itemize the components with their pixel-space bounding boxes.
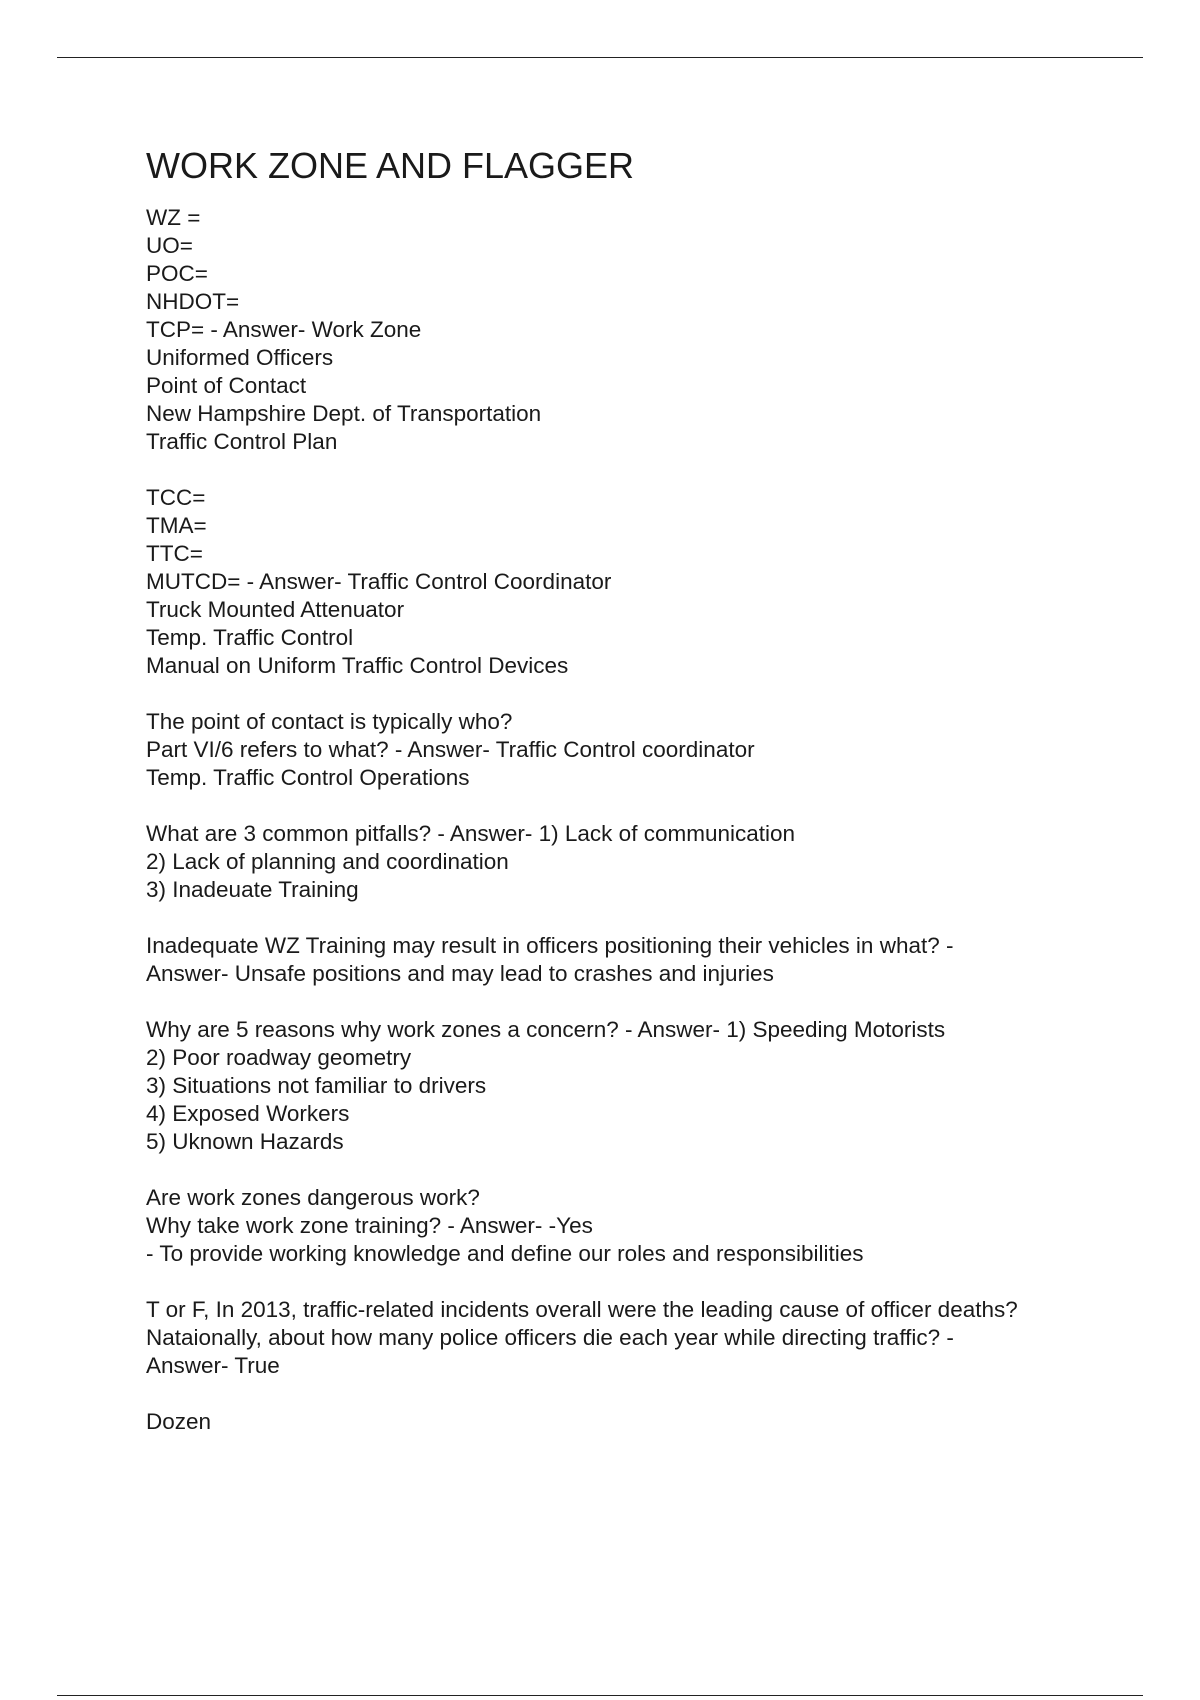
top-divider — [57, 57, 1143, 58]
qa-block-point-of-contact — [146, 708, 1106, 792]
text-line: 2) Lack of planning and coordination — [146, 849, 509, 874]
text-line: TMA= — [146, 513, 207, 538]
text-line: TTC= — [146, 541, 203, 566]
text-line: Temp. Traffic Control — [146, 625, 354, 650]
qa-block-answer-dozen — [146, 1408, 1106, 1436]
text-line: Why are 5 reasons why work zones a concern? - Answer- 1) Speeding Motorists — [146, 1017, 946, 1042]
text-line: Are work zones dangerous work? — [146, 1185, 480, 1210]
bottom-divider — [57, 1695, 1143, 1696]
qa-block-pitfalls — [146, 820, 1106, 904]
text-line: Answer- True — [146, 1353, 280, 1378]
text-line: Uniformed Officers — [146, 345, 334, 370]
text-line: What are 3 common pitfalls? - Answer- 1) Lack of communication — [146, 821, 796, 846]
text-line: New Hampshire Dept. of Transportation — [146, 401, 542, 426]
text-line: Manual on Uniform Traffic Control Devices — [146, 653, 569, 678]
text-line: Why take work zone training? - Answer- -Yes — [146, 1213, 593, 1238]
qa-block-dangerous-work — [146, 1184, 1106, 1268]
text-line: UO= — [146, 233, 193, 258]
text-line: Temp. Traffic Control Operations — [146, 765, 470, 790]
text-line: 3) Inadeuate Training — [146, 877, 359, 902]
text-line: - To provide working knowledge and define our roles and responsibilities — [146, 1241, 864, 1266]
qa-block-training — [146, 932, 1106, 988]
text-line: WZ = — [146, 205, 201, 230]
text-line: 4) Exposed Workers — [146, 1101, 350, 1126]
text-line: Dozen — [146, 1409, 212, 1434]
text-line: POC= — [146, 261, 208, 286]
text-line: 2) Poor roadway geometry — [146, 1045, 412, 1070]
qa-block-abbreviations-1 — [146, 204, 1106, 456]
text-line: Truck Mounted Attenuator — [146, 597, 405, 622]
text-line: The point of contact is typically who? — [146, 709, 513, 734]
text-line: Nataionally, about how many police officers die each year while directing traffic? - — [146, 1325, 954, 1350]
document-body — [146, 142, 1106, 1464]
text-line: 5) Uknown Hazards — [146, 1129, 344, 1154]
text-line: Traffic Control Plan — [146, 429, 338, 454]
text-line: Point of Contact — [146, 373, 307, 398]
text-line: Inadequate WZ Training may result in officers positioning their vehicles in what? - — [146, 933, 954, 958]
text-line: MUTCD= - Answer- Traffic Control Coordinator — [146, 569, 612, 594]
qa-block-officer-deaths — [146, 1296, 1106, 1380]
text-line: TCC= — [146, 485, 206, 510]
text-line: T or F, In 2013, traffic-related incidents overall were the leading cause of officer deaths? — [146, 1297, 1018, 1322]
text-line: NHDOT= — [146, 289, 240, 314]
qa-block-abbreviations-2 — [146, 484, 1106, 680]
page-title: WORK ZONE AND FLAGGER — [146, 145, 635, 186]
qa-block-concerns — [146, 1016, 1106, 1156]
text-line: Answer- Unsafe positions and may lead to crashes and injuries — [146, 961, 774, 986]
text-line: TCP= - Answer- Work Zone — [146, 317, 422, 342]
text-line: Part VI/6 refers to what? - Answer- Traffic Control coordinator — [146, 737, 755, 762]
text-line: 3) Situations not familiar to drivers — [146, 1073, 487, 1098]
